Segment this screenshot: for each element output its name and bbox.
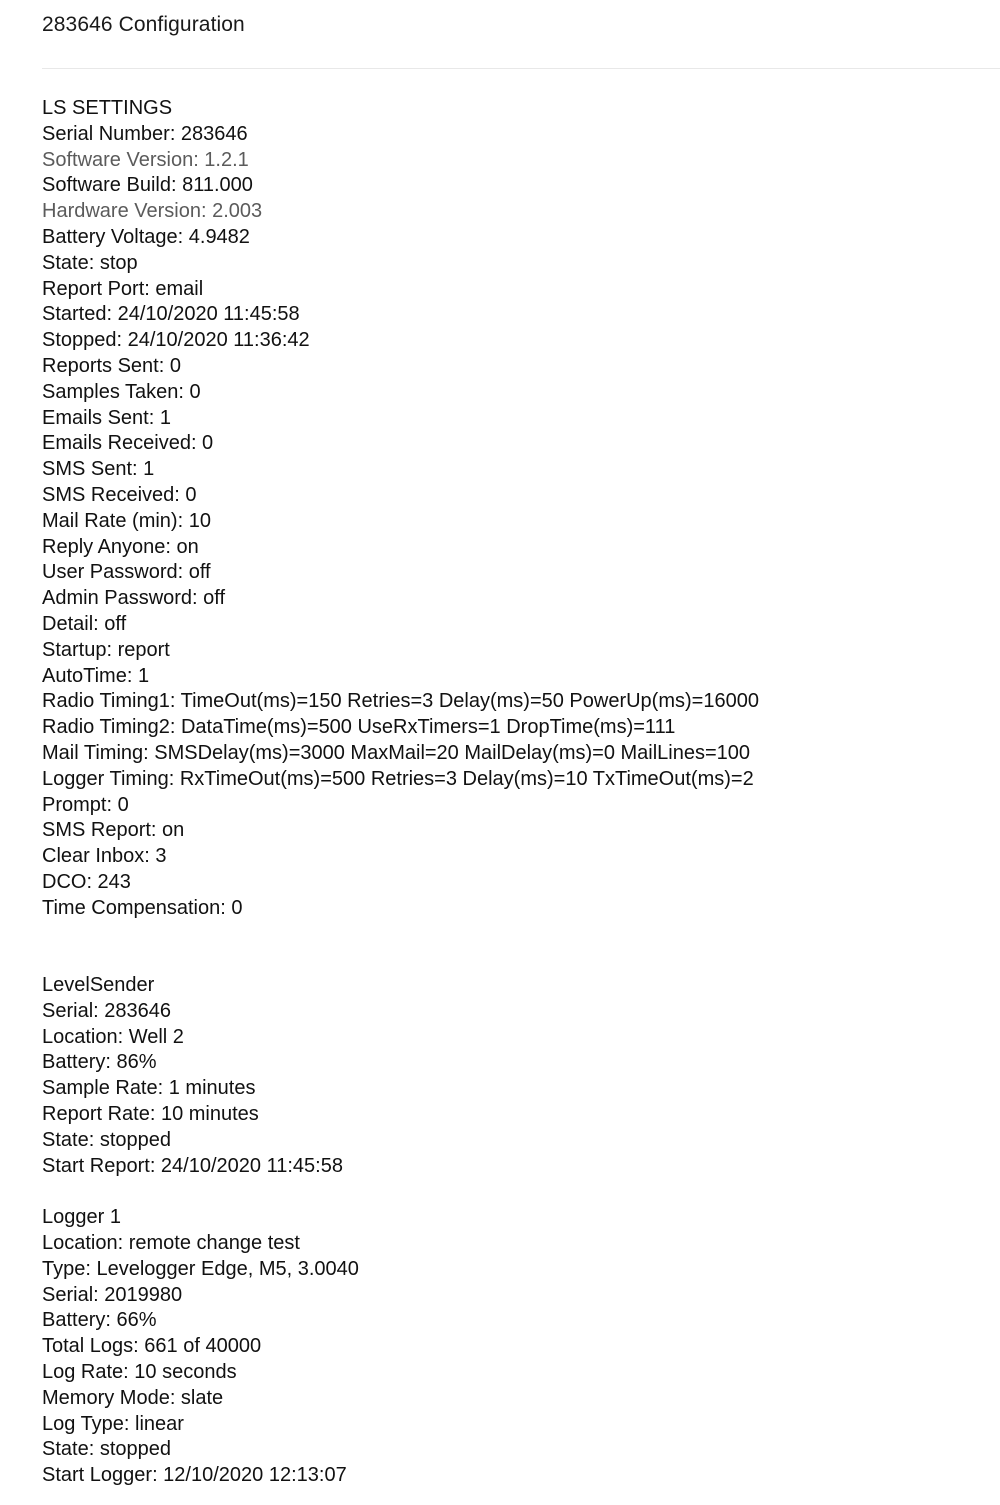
report-line: Reports Sent: 0 bbox=[42, 354, 181, 377]
report-line: SMS Received: 0 bbox=[42, 483, 197, 506]
report-line: Serial: 2019980 bbox=[42, 1283, 183, 1306]
report-line: Emails Sent: 1 bbox=[42, 406, 171, 429]
report-line: Emails Received: 0 bbox=[42, 432, 214, 455]
report-line: AutoTime: 1 bbox=[42, 664, 150, 687]
report-line: Detail: off bbox=[42, 612, 127, 635]
report-line: Prompt: 0 bbox=[42, 793, 129, 816]
report-line: Software Version: 1.2.1 bbox=[42, 148, 249, 171]
report-line: Battery Voltage: 4.9482 bbox=[42, 225, 250, 248]
report-line: Started: 24/10/2020 11:45:58 bbox=[42, 303, 300, 326]
report-line: State: stopped bbox=[42, 1128, 171, 1151]
report-line: Sample Rate: 1 minutes bbox=[42, 1077, 256, 1100]
report-line: Samples Taken: 0 bbox=[42, 380, 201, 403]
section-heading: LS SETTINGS bbox=[42, 97, 173, 119]
report-line: Start Logger: 12/10/2020 12:13:07 bbox=[42, 1464, 347, 1487]
report-line: Report Rate: 10 minutes bbox=[42, 1103, 259, 1126]
report-line: Clear Inbox: 3 bbox=[42, 845, 167, 868]
report-section-levelsender bbox=[42, 973, 992, 1179]
report-line: Software Build: 811.000 bbox=[42, 174, 253, 197]
report-line: Serial: 283646 bbox=[42, 999, 171, 1022]
report-line: Battery: 86% bbox=[42, 1051, 157, 1074]
report-line: Log Type: linear bbox=[42, 1412, 184, 1435]
report-line: State: stopped bbox=[42, 1438, 171, 1461]
report-line: Reply Anyone: on bbox=[42, 535, 199, 558]
report-line: SMS Sent: 1 bbox=[42, 458, 155, 481]
report-line: Radio Timing1: TimeOut(ms)=150 Retries=3 Delay(ms)=50 PowerUp(ms)=16000 bbox=[42, 690, 759, 713]
report-line: SMS Report: on bbox=[42, 819, 185, 842]
report-line: Total Logs: 661 of 40000 bbox=[42, 1335, 262, 1358]
report-line: Time Compensation: 0 bbox=[42, 896, 243, 919]
page-title: 283646 Configuration bbox=[42, 13, 245, 36]
report-line: DCO: 243 bbox=[42, 870, 131, 893]
report-line: State: stop bbox=[42, 251, 138, 274]
section-heading: Logger 1 bbox=[42, 1206, 121, 1229]
report-line: Location: Well 2 bbox=[42, 1025, 184, 1048]
report-line: User Password: off bbox=[42, 561, 211, 584]
report-line: Report Port: email bbox=[42, 277, 204, 300]
configuration-report-body bbox=[42, 96, 992, 1489]
report-line: Serial Number: 283646 bbox=[42, 122, 248, 145]
report-section-logger-1 bbox=[42, 1205, 992, 1489]
report-line: Radio Timing2: DataTime(ms)=500 UseRxTimers=1 DropTime(ms)=111 bbox=[42, 716, 676, 739]
report-line: Start Report: 24/10/2020 11:45:58 bbox=[42, 1154, 343, 1177]
report-line: Battery: 66% bbox=[42, 1309, 157, 1332]
section-heading: LevelSender bbox=[42, 974, 155, 997]
report-line: Memory Mode: slate bbox=[42, 1386, 224, 1409]
report-line: Logger Timing: RxTimeOut(ms)=500 Retries=3 Delay(ms)=10 TxTimeOut(ms)=2 bbox=[42, 767, 754, 790]
section-spacer bbox=[42, 1179, 992, 1205]
report-line: Stopped: 24/10/2020 11:36:42 bbox=[42, 329, 310, 352]
section-spacer bbox=[42, 922, 992, 974]
report-line: Location: remote change test bbox=[42, 1232, 300, 1255]
header-divider bbox=[42, 68, 1000, 69]
report-section-ls-settings bbox=[42, 96, 992, 922]
report-line: Mail Timing: SMSDelay(ms)=3000 MaxMail=20 MailDelay(ms)=0 MailLines=100 bbox=[42, 741, 751, 764]
report-line: Admin Password: off bbox=[42, 587, 226, 610]
report-line: Mail Rate (min): 10 bbox=[42, 509, 211, 532]
report-line: Type: Levelogger Edge, M5, 3.0040 bbox=[42, 1257, 359, 1280]
report-line: Log Rate: 10 seconds bbox=[42, 1361, 237, 1384]
report-line: Startup: report bbox=[42, 638, 170, 661]
report-line: Hardware Version: 2.003 bbox=[42, 200, 263, 223]
